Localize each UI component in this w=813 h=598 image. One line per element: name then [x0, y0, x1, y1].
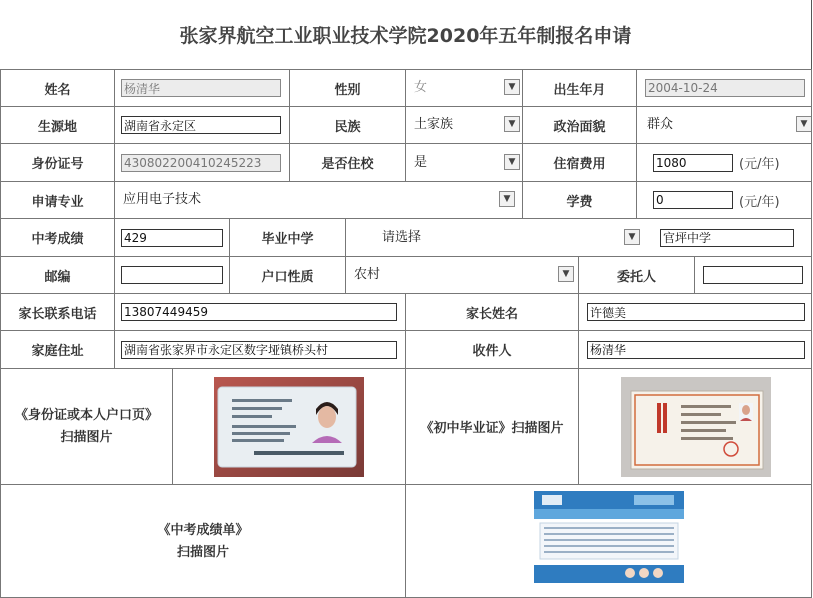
phone-cell	[114, 293, 405, 330]
hukou-value: 农村	[354, 267, 381, 282]
postcode-label-cell	[0, 256, 114, 293]
id-card-scan-image[interactable]	[214, 377, 364, 477]
gender-cell	[405, 69, 522, 106]
political-label-cell	[522, 106, 636, 143]
postcode-label: 邮编	[44, 269, 71, 285]
birth-label-cell	[522, 69, 636, 106]
parent-name-label: 家长姓名	[465, 306, 518, 322]
chevron-down-icon: ▼	[504, 79, 520, 95]
transcript-scan-image-cell	[405, 484, 812, 598]
trustee-cell	[694, 256, 812, 293]
parent-name-input[interactable]	[587, 303, 805, 321]
boarding-label-cell	[289, 143, 405, 181]
middle-school-input[interactable]	[660, 229, 794, 247]
id-number-input[interactable]	[121, 154, 281, 172]
phone-label-cell	[0, 293, 114, 330]
transcript-scan-label-line2: 扫描图片	[176, 544, 229, 560]
lodging-fee-unit: (元/年)	[739, 157, 780, 172]
ethnicity-label-cell	[289, 106, 405, 143]
hukou-cell	[345, 256, 578, 293]
gender-label: 性别	[334, 82, 361, 98]
origin-label: 生源地	[37, 119, 77, 135]
name-label-cell	[0, 69, 114, 106]
transcript-scan-label-line1: 《中考成绩单》	[157, 522, 249, 538]
hukou-select[interactable]	[354, 265, 574, 285]
gender-label-cell	[289, 69, 405, 106]
name-cell	[114, 69, 289, 106]
origin-input[interactable]	[121, 116, 281, 134]
transcript-scan-image[interactable]	[534, 491, 684, 583]
hukou-label-cell	[229, 256, 345, 293]
exam-score-input[interactable]	[121, 229, 223, 247]
trustee-label-cell	[578, 256, 694, 293]
ethnicity-value: 土家族	[414, 117, 454, 132]
name-label: 姓名	[44, 82, 71, 98]
ethnicity-cell	[405, 106, 522, 143]
address-label-cell	[0, 330, 114, 368]
political-select[interactable]	[647, 115, 812, 135]
chevron-down-icon: ▼	[624, 229, 640, 245]
lodging-label-cell	[522, 143, 636, 181]
major-select[interactable]	[123, 190, 515, 210]
lodging-fee-input[interactable]	[653, 154, 733, 172]
postcode-cell	[114, 256, 229, 293]
address-input[interactable]	[121, 341, 397, 359]
recipient-label-cell	[405, 330, 578, 368]
middle-school-select[interactable]	[382, 228, 640, 248]
school-label-cell	[229, 218, 345, 256]
chevron-down-icon: ▼	[504, 116, 520, 132]
major-label: 申请专业	[31, 194, 84, 210]
recipient-cell	[578, 330, 812, 368]
right-border	[811, 69, 812, 598]
major-cell	[114, 181, 522, 218]
boarding-value: 是	[414, 154, 428, 170]
chevron-down-icon: ▼	[558, 266, 574, 282]
trustee-label: 委托人	[616, 269, 656, 285]
gender-select[interactable]	[414, 78, 520, 98]
political-cell	[636, 106, 812, 143]
id-scan-image-cell	[172, 368, 405, 484]
diploma-scan-image-cell	[578, 368, 812, 484]
form-layout	[0, 69, 813, 598]
lodging-fee-label: 住宿费用	[553, 157, 606, 172]
middle-school-value: 请选择	[382, 229, 422, 245]
id-scan-label-line2: 扫描图片	[60, 429, 113, 445]
address-label: 家庭住址	[31, 344, 84, 359]
tuition-label: 学费	[566, 194, 593, 210]
tuition-unit: (元/年)	[739, 194, 780, 210]
major-label-cell	[0, 181, 114, 218]
trustee-input[interactable]	[703, 266, 803, 284]
diploma-scan-image[interactable]	[621, 377, 771, 477]
recipient-label: 收件人	[472, 344, 512, 359]
birth-label: 出生年月	[553, 82, 606, 98]
parent-phone-input[interactable]	[121, 303, 397, 321]
political-value: 群众	[647, 117, 674, 132]
postcode-input[interactable]	[121, 266, 223, 284]
chevron-down-icon: ▼	[499, 191, 515, 207]
chevron-down-icon: ▼	[504, 154, 520, 170]
diploma-scan-label-cell	[405, 368, 578, 484]
gender-value: 女	[414, 80, 428, 95]
tuition-label-cell	[522, 181, 636, 218]
parent-name-label-cell	[405, 293, 578, 330]
origin-label-cell	[0, 106, 114, 143]
recipient-input[interactable]	[587, 341, 805, 359]
address-cell	[114, 330, 405, 368]
page-title: 张家界航空工业职业技术学院2020年五年制报名申请	[0, 0, 812, 69]
transcript-scan-label-cell	[0, 484, 405, 598]
tuition-input[interactable]	[653, 191, 733, 209]
boarding-cell	[405, 143, 522, 181]
birth-cell	[636, 69, 812, 106]
birth-input[interactable]	[645, 79, 805, 97]
id-scan-label-line1: 《身份证或本人户口页》	[14, 407, 158, 423]
major-value: 应用电子技术	[123, 192, 202, 207]
chevron-down-icon: ▼	[796, 116, 812, 132]
origin-cell	[114, 106, 289, 143]
name-input[interactable]	[121, 79, 281, 97]
parent-name-cell	[578, 293, 812, 330]
ethnicity-select[interactable]	[414, 115, 520, 135]
id-cell	[114, 143, 289, 181]
boarding-select[interactable]	[414, 153, 520, 173]
ethnicity-label: 民族	[334, 119, 361, 135]
diploma-scan-label: 《初中毕业证》扫描图片	[420, 421, 564, 436]
id-label-cell	[0, 143, 114, 181]
school-cell	[345, 218, 812, 256]
id-scan-label-cell	[0, 368, 172, 484]
political-label: 政治面貌	[553, 119, 606, 135]
parent-phone-label: 家长联系电话	[18, 306, 97, 322]
middle-school-label: 毕业中学	[261, 232, 314, 247]
exam-score-label: 中考成绩	[31, 232, 84, 247]
hukou-label: 户口性质	[261, 269, 314, 285]
tuition-cell	[636, 181, 812, 218]
score-cell	[114, 218, 229, 256]
score-label-cell	[0, 218, 114, 256]
boarding-label: 是否住校	[321, 157, 374, 172]
lodging-cell	[636, 143, 812, 181]
id-number-label: 身份证号	[31, 157, 84, 172]
